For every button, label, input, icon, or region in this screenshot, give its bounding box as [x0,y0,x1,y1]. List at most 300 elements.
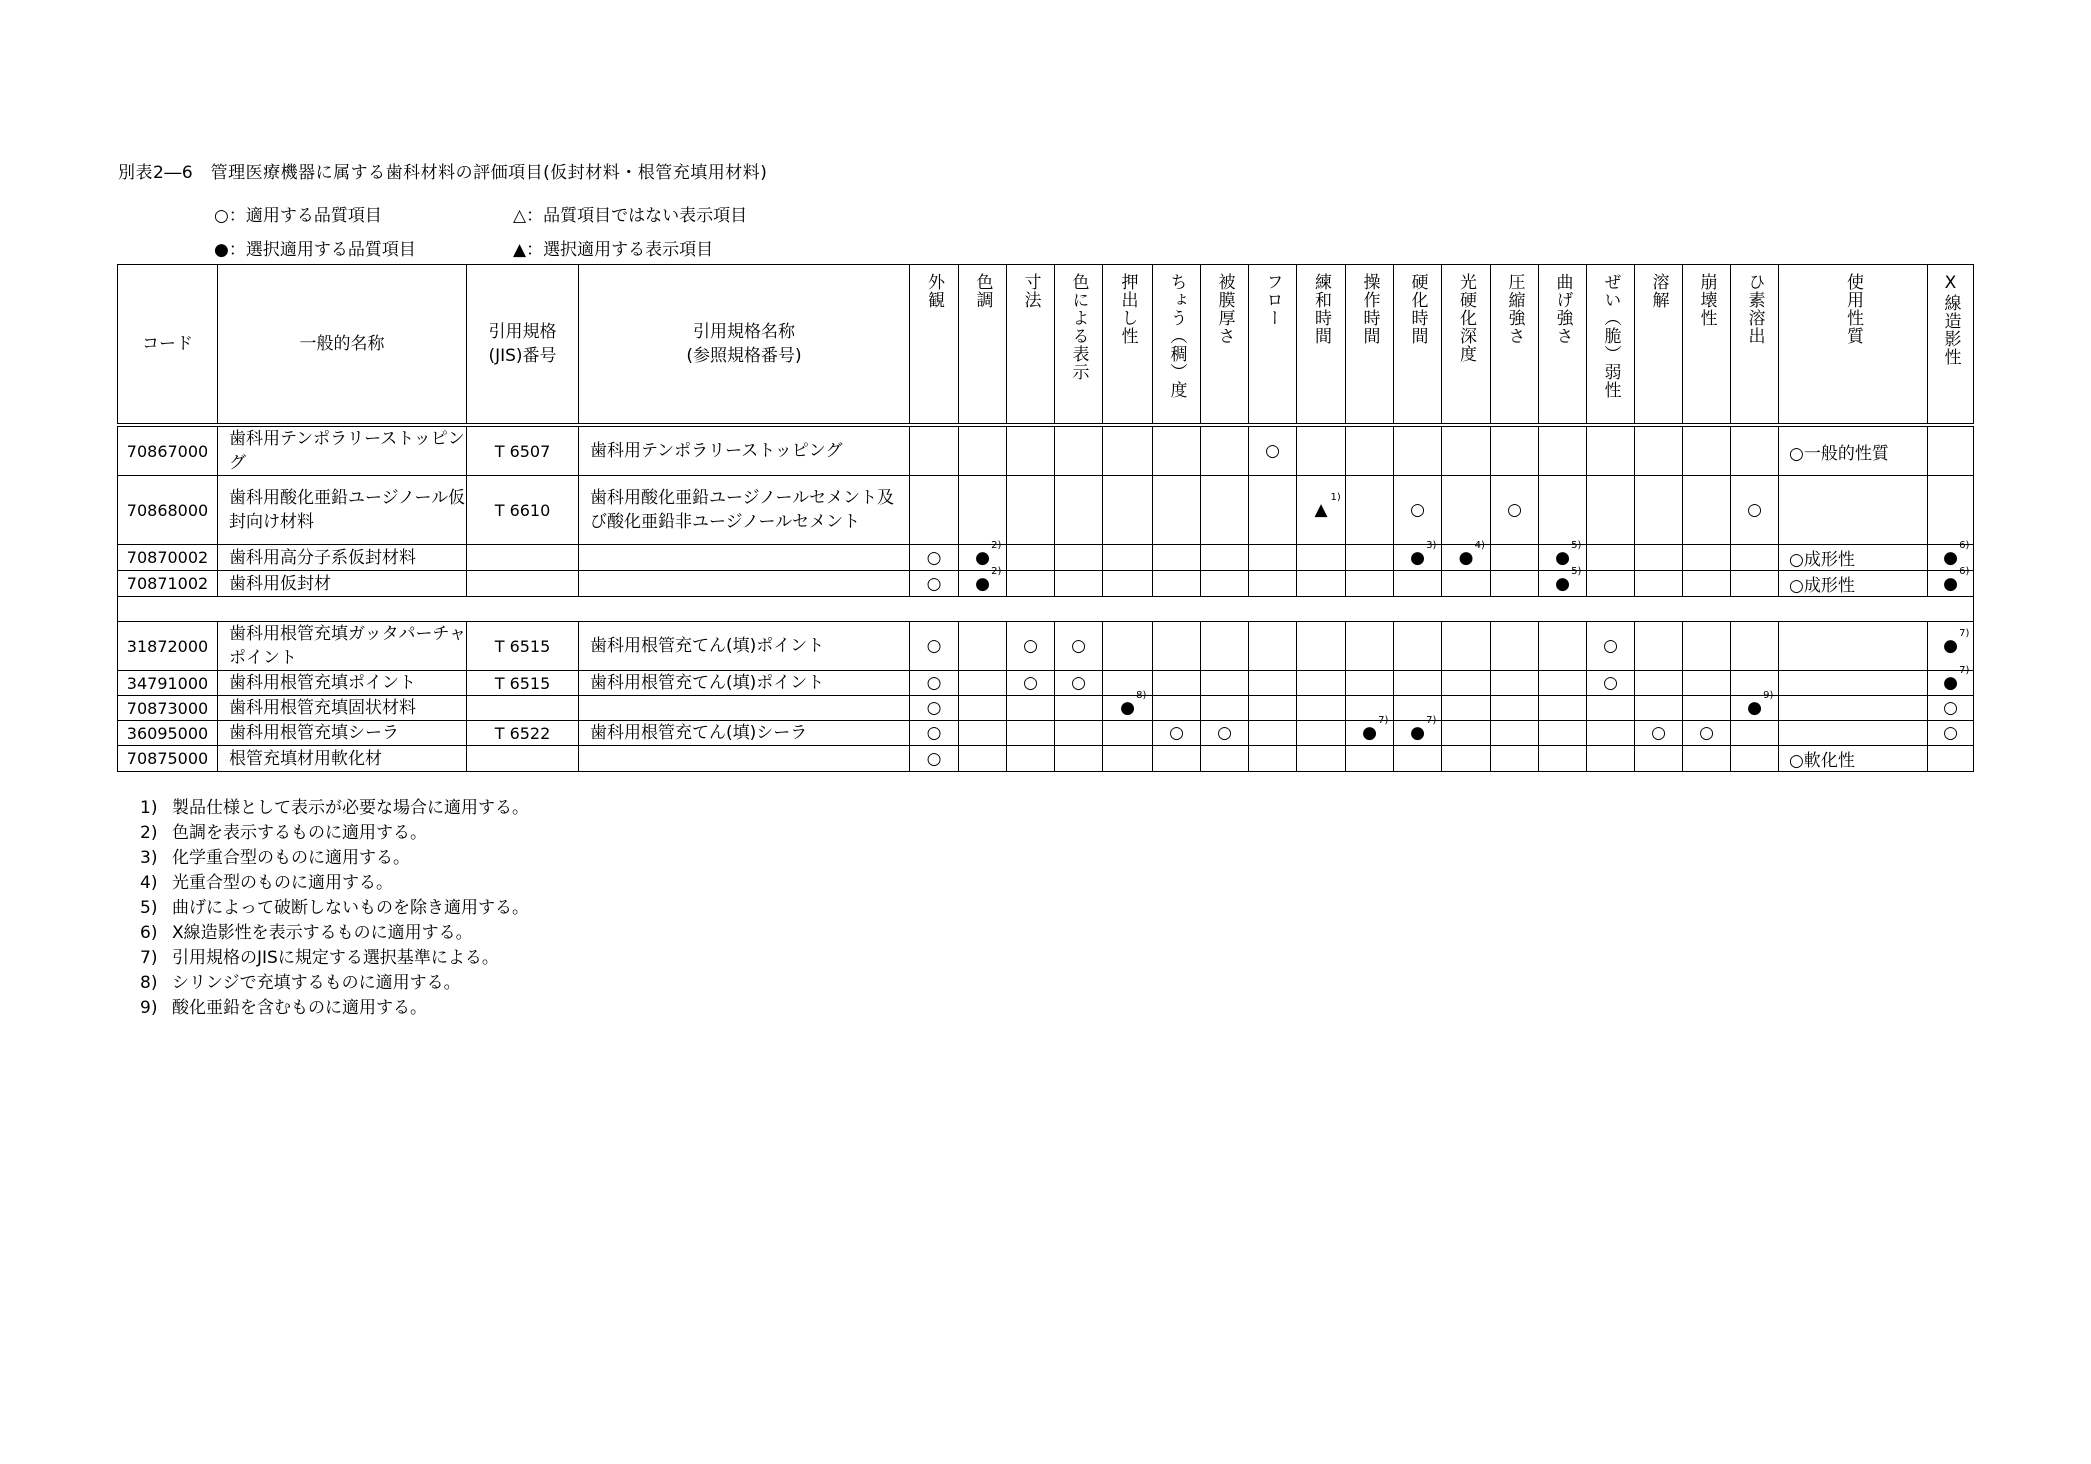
footnote: 3) 化学重合型のものに適用する。 [140,848,410,868]
open-circle-icon: ○ [1217,723,1232,743]
code-cell: 36095000 [118,721,218,746]
mark-cell [1491,671,1539,696]
filled-circle-icon: ● 5) [1555,565,1582,594]
mark-cell [910,545,959,571]
mark-cell [1539,425,1587,476]
mark-cell [910,696,959,721]
code-cell: 70867000 [118,425,218,476]
mark-cell [1587,425,1635,476]
open-circle-icon: ○ [1071,673,1086,693]
footnotes [140,796,529,1021]
filled-circle-icon: ● 2) [975,539,1002,568]
header-item: 硬化時間 [1394,265,1442,426]
mark-text: ○成形性 [1789,576,1855,596]
mark-cell [1055,671,1103,696]
mark-cell [1394,425,1442,476]
mark-cell [1153,721,1201,746]
name-cell: 根管充填材用軟化材 [218,746,467,772]
mark-cell [910,571,959,597]
open-circle-icon: ○ [1507,500,1522,520]
jis-cell [467,746,579,772]
mark-cell [910,425,959,476]
table-row [118,425,1974,476]
jis-cell [467,545,579,571]
footnote-ref: 5) [1571,565,1582,577]
mark-cell [1442,746,1491,772]
open-circle-icon: ○ [214,206,229,226]
mark-cell [1491,622,1539,671]
mark-text: ○一般的性質 [1789,443,1889,464]
filled-circle-icon: ● 9) [1747,690,1774,718]
mark-cell [1539,746,1587,772]
mark-cell [1201,476,1249,545]
mark-cell [1731,746,1779,772]
footnote-ref: 1) [1330,492,1341,503]
mark-cell [1007,571,1055,597]
mark-cell [1007,696,1055,721]
open-circle-icon: ○ [926,723,942,743]
code-cell: 70868000 [118,476,218,545]
open-circle-icon: ○ [1603,636,1618,656]
mark-cell [1394,622,1442,671]
mark-cell [959,476,1007,545]
filled-circle-icon: ● 6) [1943,565,1970,594]
name-cell: 歯科用高分子系仮封材料 [218,545,467,571]
mark-cell [1103,746,1153,772]
mark-cell [1731,622,1779,671]
header-item: 溶解 [1635,265,1683,426]
name-cell: 歯科用テンポラリーストッピング [218,425,467,476]
open-triangle-icon: △ [513,206,527,226]
footnote-ref: 4) [1474,539,1485,551]
mark-cell [1731,476,1779,545]
usage-property-cell [1779,746,1928,772]
jis-cell: T 6515 [467,671,579,696]
footnote-ref: 2) [991,539,1002,551]
open-circle-icon: ○ [1943,698,1958,718]
standard-name-cell: 歯科用テンポラリーストッピング [579,425,910,476]
mark-cell [1928,565,1974,597]
table-row [118,545,1974,571]
open-circle-icon: ○ [1651,723,1666,743]
mark-cell [1442,571,1491,597]
mark-cell [1249,671,1297,696]
mark-cell [1635,746,1683,772]
mark-cell [1928,696,1974,721]
mark-cell [1249,425,1297,476]
footnote-ref: 9) [1763,690,1774,701]
header-jis: 引用規格 (JIS)番号 [467,265,579,426]
mark-cell [1635,425,1683,476]
mark-cell [1539,622,1587,671]
jis-cell: T 6610 [467,476,579,545]
table-row [118,476,1974,545]
mark-cell [1491,425,1539,476]
mark-cell [1201,671,1249,696]
mark-cell [1055,476,1103,545]
code-cell: 70871002 [118,571,218,597]
mark-cell [1683,476,1731,545]
filled-circle-icon: ● 7) [1943,665,1970,693]
footnote: 1) 製品仕様として表示が必要な場合に適用する。 [140,798,529,818]
mark-cell [1346,425,1394,476]
footnote-ref: 7) [1959,665,1970,676]
jis-cell: T 6507 [467,425,579,476]
mark-cell [1103,425,1153,476]
mark-cell [1442,721,1491,746]
mark-cell [1007,425,1055,476]
open-circle-icon: ○ [1410,500,1425,520]
evaluation-table [117,264,1974,772]
mark-cell [1297,545,1346,571]
filled-triangle-icon: ▲ [513,240,527,260]
mark-cell [1731,425,1779,476]
header-item: 操作時間 [1346,265,1394,426]
code-cell: 31872000 [118,622,218,671]
usage-property-cell [1779,545,1928,571]
name-cell: 歯科用根管充填シーラ [218,721,467,746]
mark-cell [1539,721,1587,746]
mark-cell [1346,671,1394,696]
open-circle-icon: ○ [1943,723,1958,743]
mark-cell [959,746,1007,772]
mark-cell [1587,476,1635,545]
usage-property-cell [1779,721,1928,746]
mark-cell [1394,571,1442,597]
footnote-ref: 2) [991,565,1002,577]
mark-cell [1103,571,1153,597]
header-item: 曲げ強さ [1539,265,1587,426]
mark-cell [1491,721,1539,746]
mark-cell [1491,545,1539,571]
footnote-ref: 6) [1959,539,1970,551]
mark-cell [910,671,959,696]
mark-cell [1928,622,1974,671]
mark-cell [1442,539,1491,571]
legend-open-triangle: △：品質項目ではない表示項目 [513,206,748,226]
jis-cell [467,696,579,721]
mark-cell [1442,476,1491,545]
filled-circle-icon: ● [214,240,229,260]
mark-cell [1928,425,1974,476]
footnote-ref: 5) [1571,539,1582,551]
footnote-ref: 7) [1426,715,1437,726]
mark-cell [1394,746,1442,772]
header-item: 使用性質 [1779,265,1928,426]
open-circle-icon: ○ [1023,673,1038,693]
standard-name-cell: 歯科用酸化亜鉛ユージノールセメント及び酸化亜鉛非ユージノールセメント [579,476,910,545]
mark-cell [1297,671,1346,696]
header-item: 押出し性 [1103,265,1153,426]
mark-cell [1201,571,1249,597]
mark-cell [1683,721,1731,746]
usage-property-cell [1779,476,1928,545]
mark-cell [1297,425,1346,476]
mark-cell [1587,571,1635,597]
mark-cell [1297,622,1346,671]
table-row [118,746,1974,772]
mark-cell [1394,715,1442,746]
standard-name-cell [579,545,910,571]
mark-cell [1731,545,1779,571]
footnote: 9) 酸化亜鉛を含むものに適用する。 [140,998,427,1018]
mark-cell [1153,425,1201,476]
open-circle-icon: ○ [1265,441,1280,461]
mark-cell [959,696,1007,721]
filled-circle-icon: ● 4) [1458,539,1485,568]
header-item: 圧縮強さ [1491,265,1539,426]
mark-cell [1539,476,1587,545]
mark-cell [1491,696,1539,721]
mark-cell [1153,476,1201,545]
mark-cell [1442,671,1491,696]
header-item: 色調 [959,265,1007,426]
mark-cell [1928,476,1974,545]
mark-cell [1103,545,1153,571]
mark-cell [1007,746,1055,772]
mark-cell [1297,746,1346,772]
open-circle-icon: ○ [1699,723,1714,743]
mark-cell [1731,721,1779,746]
mark-cell [1055,696,1103,721]
mark-cell [1635,545,1683,571]
mark-cell [1297,476,1346,545]
mark-cell [1587,622,1635,671]
mark-cell [1442,622,1491,671]
mark-cell [1928,746,1974,772]
header-item: 光硬化深度 [1442,265,1491,426]
mark-cell [1928,665,1974,696]
jis-cell: T 6515 [467,622,579,671]
mark-cell [1103,476,1153,545]
mark-cell [1539,671,1587,696]
code-cell: 34791000 [118,671,218,696]
mark-cell [1635,671,1683,696]
mark-cell [1346,715,1394,746]
mark-cell [1683,545,1731,571]
jis-cell: T 6522 [467,721,579,746]
standard-name-cell: 歯科用根管充てん(填)シーラ [579,721,910,746]
mark-cell [1201,425,1249,476]
mark-cell [1491,571,1539,597]
mark-cell [1153,671,1201,696]
mark-cell [1249,476,1297,545]
header-item: 外観 [910,265,959,426]
table-row [118,671,1974,696]
mark-cell [1201,545,1249,571]
mark-cell [1635,622,1683,671]
mark-cell [1153,545,1201,571]
name-cell: 歯科用根管充填ポイント [218,671,467,696]
table-row [118,696,1974,721]
footnote: 7) 引用規格のJISに規定する選択基準による。 [140,948,499,968]
mark-cell [1731,571,1779,597]
header-item: X線造影性 [1928,265,1974,426]
mark-cell [959,565,1007,597]
mark-cell [1201,721,1249,746]
mark-cell [1635,476,1683,545]
mark-cell [1007,721,1055,746]
header-name: 一般的名称 [218,265,467,426]
mark-cell [1007,476,1055,545]
standard-name-cell: 歯科用根管充てん(填)ポイント [579,622,910,671]
mark-cell [910,746,959,772]
usage-property-cell [1779,571,1928,597]
footnote: 8) シリンジで充填するものに適用する。 [140,973,461,993]
mark-cell [1153,746,1201,772]
mark-cell [1587,545,1635,571]
mark-cell [1731,690,1779,721]
mark-cell [959,622,1007,671]
open-circle-icon: ○ [926,573,942,594]
code-cell: 70870002 [118,545,218,571]
filled-circle-icon: ● 2) [975,565,1002,594]
legend-filled-triangle: ▲：選択適用する表示項目 [513,240,714,260]
mark-cell [1491,476,1539,545]
name-cell: 歯科用仮封材 [218,571,467,597]
usage-property-cell [1779,622,1928,671]
mark-cell [1249,696,1297,721]
mark-cell [1297,571,1346,597]
mark-cell [1055,571,1103,597]
mark-cell [1153,696,1201,721]
footnote: 2) 色調を表示するものに適用する。 [140,823,427,843]
footnote-ref: 3) [1426,539,1437,551]
mark-cell [1928,721,1974,746]
mark-cell [910,721,959,746]
mark-cell [1442,696,1491,721]
open-circle-icon: ○ [1603,673,1618,693]
open-circle-icon: ○ [926,748,942,769]
footnote-ref: 6) [1959,565,1970,577]
mark-cell [1394,671,1442,696]
open-circle-icon: ○ [926,698,942,718]
mark-cell [1394,539,1442,571]
mark-text: ○成形性 [1789,550,1855,570]
header-item: 練和時間 [1297,265,1346,426]
mark-cell [1201,696,1249,721]
mark-cell [959,425,1007,476]
open-circle-icon: ○ [1747,500,1762,520]
mark-cell [1007,622,1055,671]
mark-cell [1346,545,1394,571]
open-circle-icon: ○ [1023,636,1038,656]
mark-cell [1249,721,1297,746]
name-cell: 歯科用根管充填ガッタパーチャポイント [218,622,467,671]
mark-cell [1587,746,1635,772]
standard-name-cell [579,696,910,721]
mark-cell [1442,425,1491,476]
mark-cell [1539,696,1587,721]
mark-cell [1683,671,1731,696]
section-separator-row [118,597,1974,622]
mark-cell [1587,671,1635,696]
mark-cell [1635,696,1683,721]
mark-cell [1297,721,1346,746]
footnote: 6) X線造影性を表示するものに適用する。 [140,923,473,943]
usage-property-cell [1779,671,1928,696]
header-item: 被膜厚さ [1201,265,1249,426]
mark-cell [1297,696,1346,721]
mark-cell [1055,425,1103,476]
filled-circle-icon: ● 8) [1120,690,1147,718]
open-circle-icon: ○ [1071,636,1086,656]
mark-cell [1394,476,1442,545]
mark-cell [1683,696,1731,721]
usage-property-cell [1779,696,1928,721]
header-item: ひ素溶出 [1731,265,1779,426]
filled-circle-icon: ● 7) [1410,715,1437,743]
header-item: ぜい︵脆︶弱性 [1587,265,1635,426]
filled-circle-icon: ● 7) [1362,715,1389,743]
header-standard-name: 引用規格名称 (参照規格番号) [579,265,910,426]
mark-cell [1346,746,1394,772]
code-cell: 70875000 [118,746,218,772]
header-item: フロー [1249,265,1297,426]
mark-cell [1249,622,1297,671]
header-row [118,265,1974,426]
mark-cell [1635,571,1683,597]
filled-circle-icon: ● 7) [1943,628,1970,656]
mark-cell [1201,622,1249,671]
filled-circle-icon: ● 3) [1410,539,1437,568]
open-circle-icon: ○ [1169,723,1184,743]
mark-cell [1539,565,1587,597]
header-item: ちょう︵稠︶度 [1153,265,1201,426]
jis-cell [467,571,579,597]
mark-cell [1007,545,1055,571]
filled-circle-icon: ● 6) [1943,539,1970,568]
mark-cell [1201,746,1249,772]
mark-cell [1153,622,1201,671]
mark-text: ○軟化性 [1789,751,1855,771]
standard-name-cell [579,746,910,772]
footnote-ref: 8) [1136,690,1147,701]
filled-triangle-icon: ▲ 1) [1314,492,1341,520]
header-code: コード [118,265,218,426]
name-cell: 歯科用根管充填固状材料 [218,696,467,721]
mark-cell [1346,571,1394,597]
mark-cell [1153,571,1201,597]
mark-cell [1055,622,1103,671]
mark-cell [1683,571,1731,597]
mark-cell [1103,622,1153,671]
mark-cell [1683,425,1731,476]
mark-cell [959,671,1007,696]
header-item: 色による表示 [1055,265,1103,426]
mark-cell [1103,690,1153,721]
legend-open-circle: ○：適用する品質項目 [214,206,382,226]
footnote: 4) 光重合型のものに適用する。 [140,873,393,893]
legend-filled-circle: ●：選択適用する品質項目 [214,240,416,260]
filled-circle-icon: ● 5) [1555,539,1582,568]
name-cell: 歯科用酸化亜鉛ユージノール仮封向け材料 [218,476,467,545]
standard-name-cell: 歯科用根管充てん(填)ポイント [579,671,910,696]
document-title: 別表2―6 管理医療機器に属する歯科材料の評価項目(仮封材料・根管充填用材料) [118,163,768,183]
open-circle-icon: ○ [926,636,942,656]
footnote-ref: 7) [1959,628,1970,639]
footnote: 5) 曲げによって破断しないものを除き適用する。 [140,898,529,918]
open-circle-icon: ○ [926,673,942,693]
standard-name-cell [579,571,910,597]
mark-cell [1635,721,1683,746]
table-body [118,425,1974,772]
mark-cell [1683,622,1731,671]
mark-cell [1491,746,1539,772]
mark-cell [1587,721,1635,746]
mark-cell [1346,476,1394,545]
mark-cell [1055,545,1103,571]
